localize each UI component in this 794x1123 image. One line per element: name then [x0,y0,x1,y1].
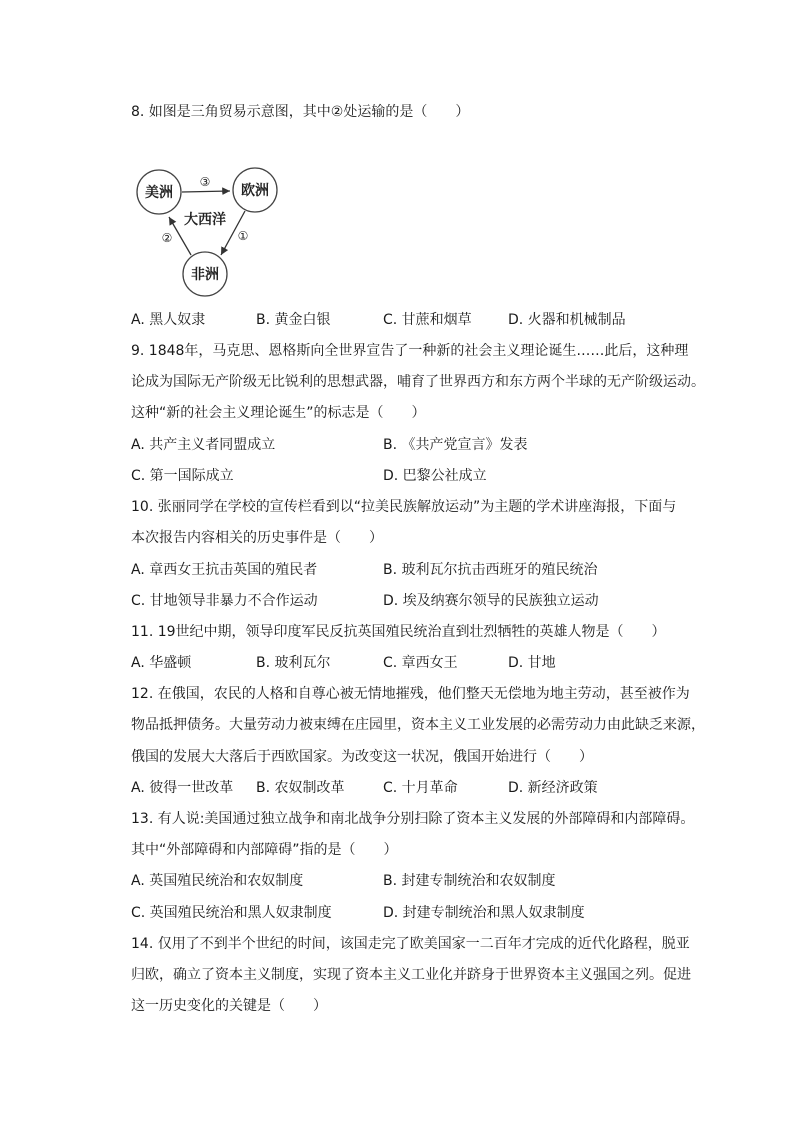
question-9-line-1: 9. 1848年，马克思、恩格斯向全世界宣告了一种新的社会主义理论诞生……此后，这种理 [131,343,689,359]
q8-option-a: A. 黑人奴隶 [131,312,206,328]
q12-option-d: D. 新经济政策 [508,780,598,796]
question-11-line-1: 11. 19世纪中期，领导印度军民反抗英国殖民统治直到壮烈牺牲的英雄人物是（ ） [131,624,666,640]
question-12-line-3: 俄国的发展大大落后于西欧国家。为改变这一状况，俄国开始进行（ ） [131,749,593,765]
question-10-line-1: 10. 张丽同学在学校的宣传栏看到以“拉美民族解放运动”为主题的学术讲座海报，下面与 [131,499,677,515]
q8-option-d: D. 火器和机械制品 [508,312,626,328]
q9-option-d: D. 巴黎公社成立 [383,468,487,484]
q8-option-b: B. 黄金白银 [256,312,331,328]
q10-option-a: A. 章西女王抗击英国的殖民者 [131,562,318,578]
question-12-line-1: 12. 在俄国，农民的人格和自尊心被无情地摧残，他们整天无偿地为地主劳动，甚至被作为 [131,686,690,702]
q12-option-c: C. 十月革命 [383,780,458,796]
question-14-line-3: 这一历史变化的关键是（ ） [131,998,327,1014]
q11-option-a: A. 华盛顿 [131,655,192,671]
arrow-1-label: ① [237,229,249,243]
q11-option-b: B. 玻利瓦尔 [256,655,331,671]
america-label: 美洲 [145,185,173,201]
q11-option-c: C. 章西女王 [383,655,458,671]
q13-option-b: B. 封建专制统治和农奴制度 [383,873,556,889]
q8-option-c: C. 甘蔗和烟草 [383,312,472,328]
question-13-line-1: 13. 有人说:美国通过独立战争和南北战争分别扫除了资本主义发展的外部障碍和内部障碍。 [131,811,695,827]
q12-option-b: B. 农奴制改革 [256,780,345,796]
triangle-trade-diagram [131,160,291,305]
question-14-line-2: 归欧，确立了资本主义制度，实现了资本主义工业化并跻身于世界资本主义强国之列。促进 [131,967,691,983]
question-8-stem: 8. 如图是三角贸易示意图，其中②处运输的是（ ） [131,104,470,120]
question-9-line-3: 这种“新的社会主义理论诞生”的标志是（ ） [131,405,426,421]
q13-option-d: D. 封建专制统治和黑人奴隶制度 [383,905,585,921]
q10-option-c: C. 甘地领导非暴力不合作运动 [131,593,318,609]
q11-option-d: D. 甘地 [508,655,556,671]
arrow-3-label: ③ [199,175,211,189]
q9-option-b: B. 《共产党宣言》发表 [383,437,528,453]
q9-option-a: A. 共产主义者同盟成立 [131,437,276,453]
q9-option-c: C. 第一国际成立 [131,468,234,484]
ocean-label: 大西洋 [184,212,226,228]
q12-option-a: A. 彼得一世改革 [131,780,234,796]
question-12-line-2: 物品抵押债务。大量劳动力被束缚在庄园里，资本主义工业发展的必需劳动力由此缺乏来源， [131,717,705,733]
q10-option-b: B. 玻利瓦尔抗击西班牙的殖民统治 [383,562,598,578]
q13-option-a: A. 英国殖民统治和农奴制度 [131,873,304,889]
question-13-line-2: 其中“外部障碍和内部障碍”指的是（ ） [131,842,398,858]
question-9-line-2: 论成为国际无产阶级无比锐利的思想武器，哺育了世界西方和东方两个半球的无产阶级运动。 [131,374,705,390]
question-14-line-1: 14. 仅用了不到半个世纪的时间，该国走完了欧美国家一二百年才完成的近代化路程，脱亚 [131,936,690,952]
europe-label: 欧洲 [241,183,269,199]
q10-option-d: D. 埃及纳赛尔领导的民族独立运动 [383,593,599,609]
africa-label: 非洲 [191,267,219,283]
question-10-line-2: 本次报告内容相关的历史事件是（ ） [131,530,383,546]
arrow-3-america-to-europe [182,191,230,192]
q13-option-c: C. 英国殖民统治和黑人奴隶制度 [131,905,332,921]
arrow-2-label: ② [161,231,173,245]
